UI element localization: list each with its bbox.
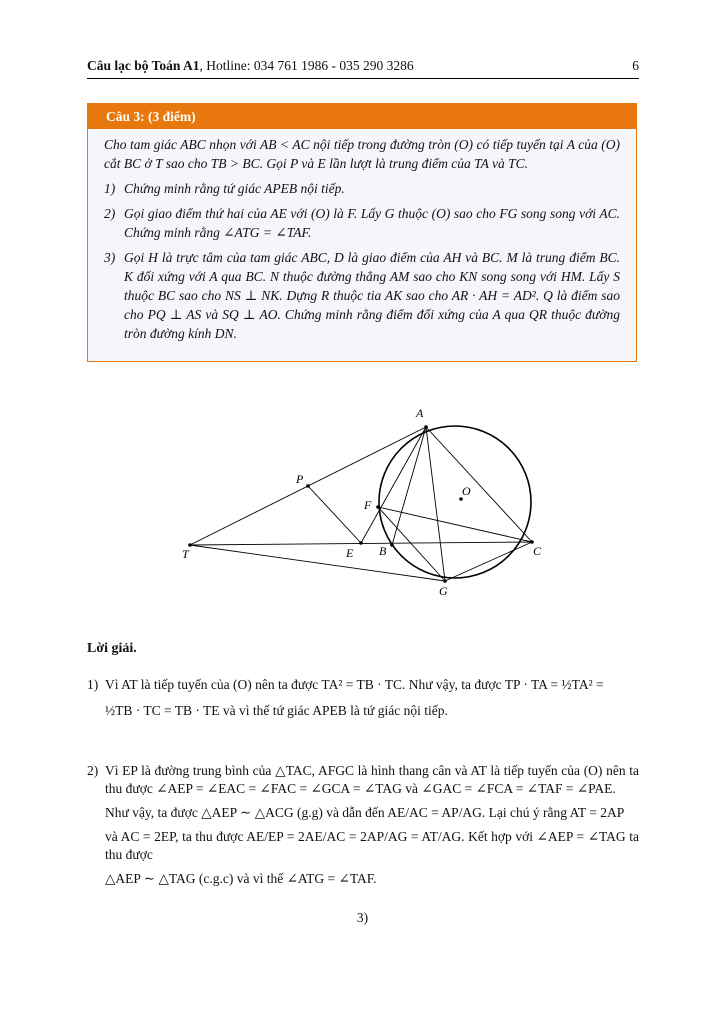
point-t [188,543,192,547]
page-number: 6 [632,58,639,73]
page-header [87,58,639,79]
line-ab [392,427,426,545]
solution-line: △AEP ∼ △TAG (c.g.c) và vì thế ∠ATG = ∠TAF. [105,871,377,886]
point-f [376,505,380,509]
solution-line: Vì AT là tiếp tuyến của (O) nên ta được TA² = TB · TC. Như vậy, ta được TP · TA = ½TA² = [105,677,604,692]
label-b: B [379,544,387,558]
problem-part-2 [104,204,620,242]
line-tg [190,545,445,581]
solution-line: và AC = 2EP, ta thu được AE/EP = 2AE/AC = 2AP/AG = AT/AG. Kết hợp với ∠AEP = ∠TAG ta thu được [105,829,639,862]
line-pe [308,486,361,543]
label-f: F [364,498,372,512]
solution-title: Lời giải. [87,641,137,656]
problem-intro: Cho tam giác ABC nhọn với AB < AC nội tiếp trong đường tròn (O) có tiếp tuyến tại A của (O) cắt BC ở T sao cho TB > BC. Gọi P và E lần lượt là trung điểm của TA và TC. [104,137,620,171]
label-o: O [462,484,471,498]
part-label: 3) [104,250,116,265]
line-gc [445,542,532,581]
problem-title: Câu 3: (3 điểm) [88,104,636,129]
solution-line: Vì EP là đường trung bình của △TAC, AFGC là hình thang cân và AT là tiếp tuyến của (O) nên ta thu được ∠AEP = ∠EAC = ∠FAC = ∠GCA = ∠TAG và ∠GAC = ∠FCA = ∠TAF = ∠PAE. [105,763,639,796]
point-a [424,425,428,429]
geometry-figure [0,395,725,610]
part-label: 2) [104,206,116,221]
label-t: T [182,547,189,561]
circle-o [379,426,531,578]
line-ea [361,427,426,543]
part-label: 1) [104,181,116,196]
problem-part-3 [104,248,620,343]
line-ag [426,427,445,581]
solution-label: 1) [87,677,99,692]
solution-line: ½TB · TC = TB · TE và vì thế tứ giác APEB là tứ giác nội tiếp. [105,703,448,718]
part-text: Chứng minh rằng tứ giác APEB nội tiếp. [124,181,345,196]
label-e: E [346,546,354,560]
label-p: P [296,472,304,486]
solution-line: Như vậy, ta được △AEP ∼ △ACG (g.g) và dẫn đến AE/AC = AP/AG. Lại chú ý rằng AT = 2AP [105,805,625,820]
line-fc [378,507,532,542]
label-a: A [416,406,424,420]
part-text: Gọi H là trực tâm của tam giác ABC, D là giao điểm của AH và BC. M là trung điểm BC. K đối xứng với A qua BC. N thuộc đường thẳng AM sao cho KN song song với HM. Lấy S thuộc BC sao cho NS ⊥ NK. Dựng R thuộc tia AK sao cho AR · AH = AD². Q là điểm sao cho PQ ⊥ AS và SQ ⊥ AO. Chứng minh rằng điểm đối xứng của A qua QR thuộc đường tròn đường kính DN. [124,250,620,341]
solution-item-2 [87,762,639,888]
line-fg [378,507,445,581]
club-name: Câu lạc bộ Toán A1 [87,58,200,73]
point-b [390,543,394,547]
problem-body [88,129,636,343]
part-text: Gọi giao điểm thứ hai của AE với (O) là F. Lấy G thuộc (O) sao cho FG song song với AC. Chứng minh rằng ∠ATG = ∠TAF. [124,206,620,240]
label-c: C [533,544,542,558]
footer-label: 3) [356,910,369,925]
label-g: G [439,584,448,598]
hotline: , Hotline: 034 761 1986 - 035 290 3286 [199,58,414,73]
point-e [359,541,363,545]
problem-box [87,103,637,362]
solution-item-1 [87,676,639,730]
point-p [306,484,310,488]
point-g [443,579,447,583]
problem-part-1 [104,179,620,198]
line-ac [426,427,532,542]
solution-label: 2) [87,763,99,778]
